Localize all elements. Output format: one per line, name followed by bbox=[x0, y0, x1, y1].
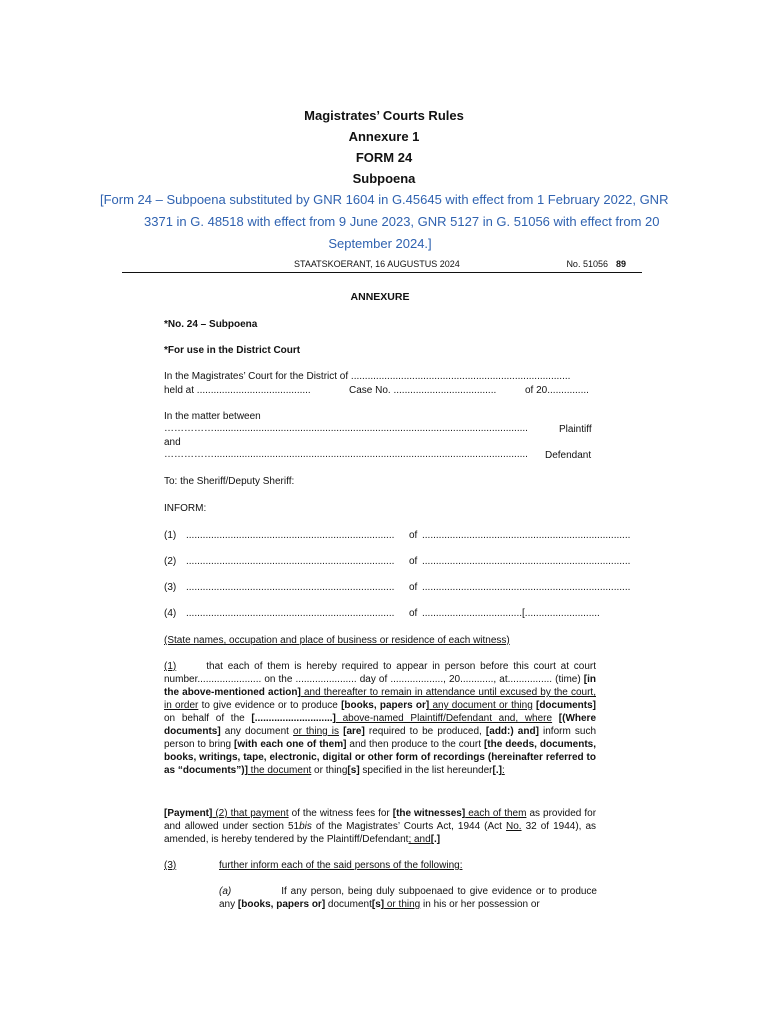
state-names-note: (State names, occupation and place of business or residence of each witness) bbox=[164, 635, 510, 646]
pa-deleted-1: [books, papers or] bbox=[237, 899, 326, 910]
pa-text-1: If any person, being duly subpoenaed to give evidence or to produce any bbox=[219, 886, 597, 910]
witness-place-dots: ........................................................................... bbox=[422, 556, 631, 567]
witness-place-dots: ....................................[........................... bbox=[422, 608, 600, 619]
witness-name-dots: ........................................................................... bbox=[186, 556, 395, 567]
held-at: held at ......................................... bbox=[164, 385, 311, 396]
pa-text-3: in his or her possession or bbox=[420, 899, 540, 910]
p1-text-7: and then produce to the court bbox=[346, 739, 484, 750]
p1-deleted-10: [s] bbox=[347, 765, 360, 776]
case-year: of 20............... bbox=[525, 385, 589, 396]
amendment-note-line-3: September 2024.] bbox=[328, 236, 432, 251]
and-label: and bbox=[164, 437, 181, 448]
p1-deleted-6: [are] bbox=[339, 726, 365, 737]
pa-number: (a) bbox=[219, 886, 232, 897]
witness-of: of bbox=[409, 608, 418, 619]
p1-deleted-9: [the deeds, documents, books, writings, tape, electronic, digital or other form of recordings (hereinafter referred to as “documents”)] bbox=[164, 739, 596, 776]
annexure-heading: ANNEXURE bbox=[350, 291, 410, 303]
paragraph-a bbox=[219, 885, 597, 911]
witness-name-dots: ........................................................................... bbox=[186, 530, 395, 541]
annexure-label: Annexure 1 bbox=[348, 129, 420, 144]
p1-inserted-1: and thereafter to remain in attendance until excused by the court, in order bbox=[164, 687, 596, 711]
p3-text: further inform each of the said persons of the following: bbox=[219, 860, 463, 871]
p2-deleted-3: [.] bbox=[430, 834, 441, 845]
witness-of: of bbox=[409, 582, 418, 593]
p2-italic: bis bbox=[299, 821, 312, 832]
form-no: *No. 24 – Subpoena bbox=[164, 319, 258, 330]
witness-place-dots: ........................................................................... bbox=[422, 582, 631, 593]
plaintiff-label: Plaintiff bbox=[559, 424, 592, 435]
witness-number: (3) bbox=[164, 582, 177, 593]
p1-inserted-3: above-named Plaintiff/Defendant and, where bbox=[335, 713, 553, 724]
p3-number: (3) bbox=[164, 860, 177, 871]
paragraph-1 bbox=[164, 660, 596, 777]
gazette-number-block bbox=[566, 259, 626, 269]
plaintiff-dots: ……………................................................................................................................. bbox=[164, 423, 528, 434]
p2-deleted-1: [Payment] bbox=[164, 808, 213, 819]
p1-text-2: to give evidence or to produce bbox=[198, 700, 342, 711]
amendment-note-line-2: 3371 in G. 48518 with effect from 9 June 2023, GNR 5127 in G. 51056 with effect from 20 bbox=[144, 214, 660, 229]
document-title: Magistrates’ Courts Rules bbox=[304, 108, 464, 123]
p1-deleted-8: [with each one of them] bbox=[234, 739, 347, 750]
p1-deleted-7: [add:) and] bbox=[485, 726, 539, 737]
amendment-note-cont bbox=[144, 210, 664, 233]
form-number: FORM 24 bbox=[355, 150, 413, 165]
witness-name-dots: ........................................................................... bbox=[186, 582, 395, 593]
witness-of: of bbox=[409, 530, 418, 541]
to-sheriff: To: the Sheriff/Deputy Sheriff: bbox=[164, 476, 295, 487]
p2-text-3: of the Magistrates’ Courts Act, 1944 (Act bbox=[311, 821, 506, 832]
defendant-dots: ……………................................................................................................................. bbox=[164, 449, 528, 460]
p2-text-1: of the witness fees for bbox=[288, 808, 393, 819]
gazette-page: 89 bbox=[615, 259, 626, 269]
witness-place-dots: ........................................................................... bbox=[422, 530, 631, 541]
p1-text-6: inform such person to bring bbox=[164, 726, 597, 750]
gazette-name: STAATSKOERANT, 16 AUGUSTUS 2024 bbox=[294, 259, 460, 269]
p1-text-9: specified in the list hereunder bbox=[359, 765, 493, 776]
witness-of: of bbox=[409, 556, 418, 567]
witness-name-dots: ........................................................................... bbox=[186, 608, 395, 619]
p1-text-4: any document bbox=[220, 726, 294, 737]
paragraph-2 bbox=[164, 807, 596, 846]
p1-deleted-4: [............................] bbox=[251, 713, 336, 724]
witness-number: (2) bbox=[164, 556, 177, 567]
district-court-use: *For use in the District Court bbox=[164, 345, 301, 356]
p2-inserted-4: ; and bbox=[408, 834, 431, 845]
witness-number: (1) bbox=[164, 530, 177, 541]
amendment-note-line-1: [Form 24 – Subpoena substituted by GNR 1604 in G.45645 with effect from 1 February 2022, GNR bbox=[100, 192, 669, 207]
p1-inserted-6: : bbox=[501, 765, 505, 776]
pa-inserted-1: or thing bbox=[384, 899, 421, 910]
amendment-note-end bbox=[0, 232, 760, 255]
p1-inserted-2: any document or thing bbox=[429, 700, 533, 711]
p1-number: (1) bbox=[164, 661, 177, 672]
gazette-number: No. 51056 bbox=[566, 259, 608, 269]
p2-text-2: as provided for and allowed under section 51 bbox=[164, 808, 597, 832]
p1-text-8: or thing bbox=[311, 765, 348, 776]
p1-inserted-5: the document bbox=[247, 765, 312, 776]
p2-text-4: 32 of 1944), as amended, is hereby tendered by the Plaintiff/Defendant bbox=[164, 821, 597, 845]
p1-text-1: that each of them is hereby required to appear in person before this court at court number....................... on the ...................... day of ..................., 20............, at................ (time) bbox=[164, 661, 596, 685]
p1-deleted-5: [(Where documents] bbox=[164, 713, 596, 737]
form-subtitle: Subpoena bbox=[352, 171, 416, 186]
p1-inserted-4: or thing is bbox=[293, 726, 340, 737]
inform-label: INFORM: bbox=[164, 503, 207, 514]
p1-deleted-2: [books, papers or] bbox=[341, 700, 430, 711]
gazette-header bbox=[122, 258, 642, 273]
amendment-note bbox=[100, 188, 690, 211]
p2-deleted-2: [the witnesses] bbox=[392, 808, 466, 819]
p1-text-5: required to be produced, bbox=[364, 726, 486, 737]
p1-deleted-3: [documents] bbox=[532, 700, 596, 711]
p1-deleted-11: [.] bbox=[492, 765, 502, 776]
p2-inserted-2: each of them bbox=[465, 808, 527, 819]
case-no: Case No. ..................................... bbox=[349, 385, 497, 396]
witness-number: (4) bbox=[164, 608, 177, 619]
matter-between: In the matter between bbox=[164, 411, 261, 422]
defendant-label: Defendant bbox=[545, 450, 592, 461]
p1-text-3: on behalf of the bbox=[164, 713, 252, 724]
p1-deleted-1: [in the above-mentioned action] bbox=[164, 674, 596, 698]
pa-text-2: document bbox=[325, 899, 372, 910]
p2-inserted-1: (2) that payment bbox=[212, 808, 289, 819]
pa-deleted-2: [s] bbox=[371, 899, 385, 910]
p2-inserted-3: No. bbox=[505, 821, 522, 832]
court-district-line: In the Magistrates’ Court for the District of ............................................................................... bbox=[164, 371, 571, 382]
